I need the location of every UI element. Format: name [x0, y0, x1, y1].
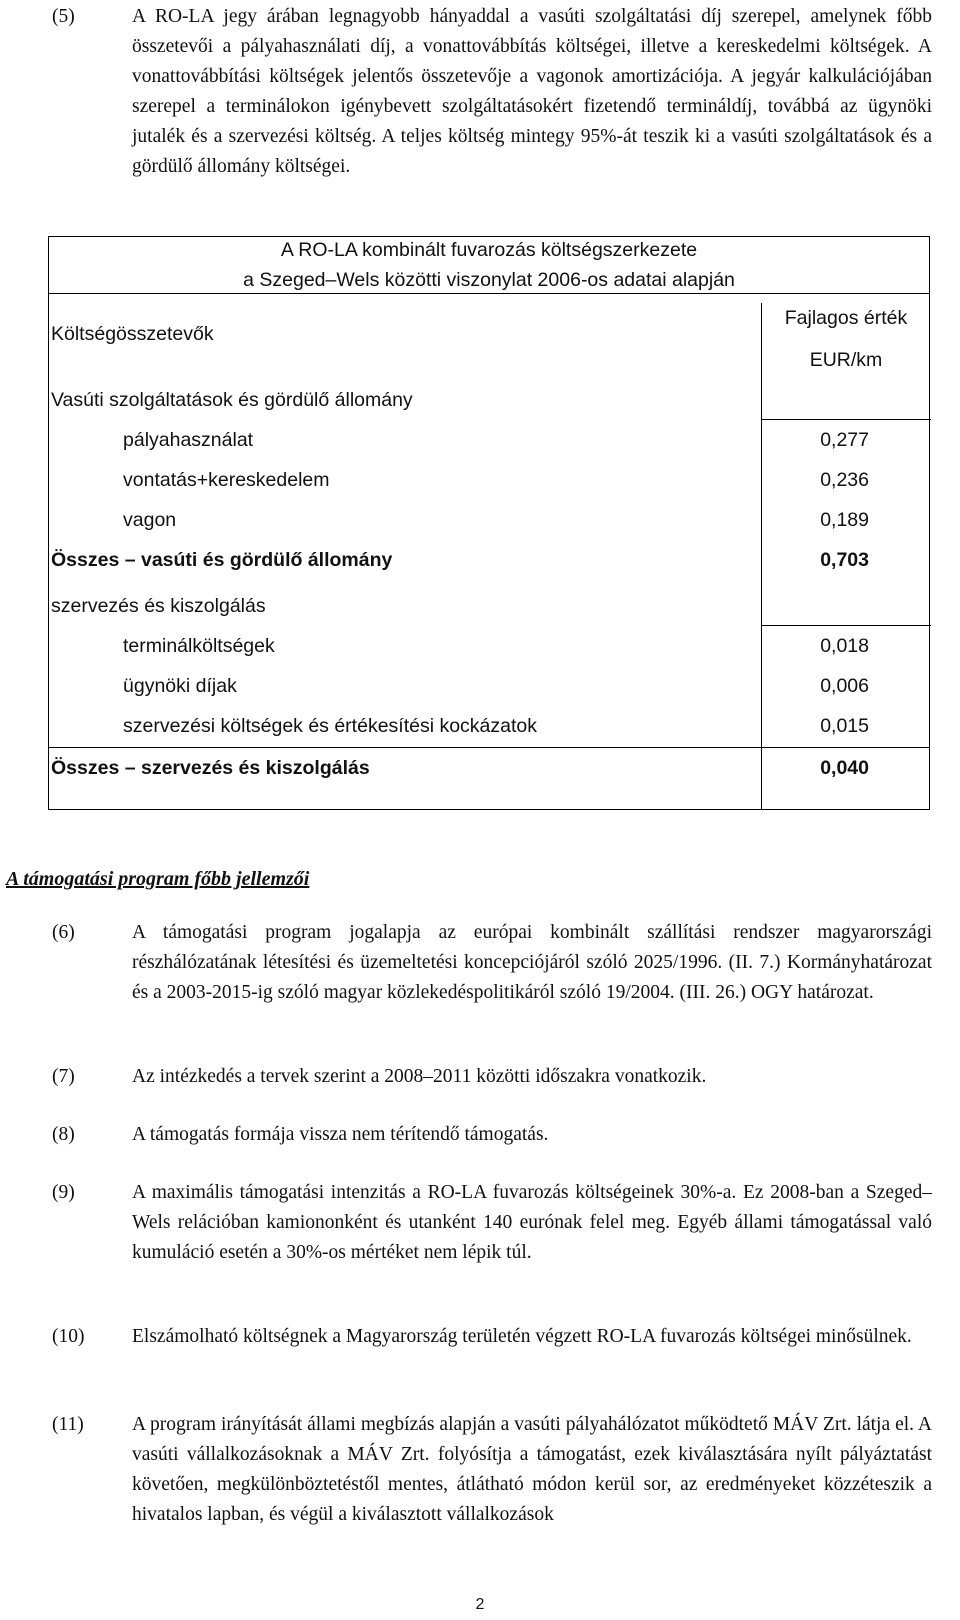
- paragraph-text: A támogatási program jogalapja az európai kombinált szállítási rendszer magyarországi részhálózatának létesítési és üzemeltetési koncepciójáról szóló 2025/1996. (II. 7.) Kormányhatározat és a 2003-2015-ig szóló magyar közlekedéspolitikáról szóló 19/2004. (III. 26.) OGY határozat.: [132, 922, 932, 1003]
- table-row-label: pályahasználat: [123, 429, 254, 451]
- paragraph-11: [52, 1410, 932, 1530]
- table-caption-line1: A RO-LA kombinált fuvarozás költségszerkezete: [280, 239, 698, 261]
- table-caption-line2: a Szeged–Wels közötti viszonylat 2006-os adatai alapján: [243, 269, 735, 291]
- paragraph-number: (9): [52, 1182, 75, 1203]
- cost-structure-table: [48, 236, 930, 810]
- paragraph-number: (5): [52, 6, 75, 27]
- caption-divider: [49, 293, 929, 294]
- page-number: 2: [475, 1596, 485, 1613]
- table-row-label: vagon: [123, 509, 177, 531]
- table-row-value: 0,006: [820, 675, 869, 697]
- paragraph-text: A program irányítását állami megbízás alapján a vasúti pályahálózatot működtető MÁV Zrt. látja el. A vasúti vállalkozásoknak a MÁV Zrt. folyósítja a támogatást, ezek kiválasztására nyílt pályáztatást követően, megkülönböztetéstől mentes, átlátható módon kerül sor, az eredményeket közzéteszik a hivatalos lapban, és végül a kiválasztott vállalkozások: [132, 1414, 932, 1525]
- column-header-value: Fajlagos érték: [784, 307, 908, 329]
- paragraph-text: Elszámolható költségnek a Magyarország területén végzett RO-LA fuvarozás költségei minősülnek.: [132, 1326, 912, 1347]
- column-divider: [761, 303, 762, 809]
- row-divider: [761, 419, 931, 420]
- table-row-label: terminálköltségek: [123, 635, 275, 657]
- section-organization: szervezés és kiszolgálás: [51, 595, 266, 617]
- table-row-label: szervezési költségek és értékesítési kockázatok: [123, 715, 538, 737]
- table-row-label: vontatás+kereskedelem: [123, 469, 330, 491]
- paragraph-number: (6): [52, 922, 75, 943]
- total-organization-label: Összes – szervezés és kiszolgálás: [51, 757, 370, 779]
- table-row-value: 0,236: [820, 469, 869, 491]
- paragraph-number: (10): [52, 1326, 85, 1347]
- total-rail-label: Összes – vasúti és gördülő állomány: [51, 549, 393, 571]
- paragraph-number: (11): [52, 1414, 84, 1435]
- paragraph-number: (7): [52, 1066, 75, 1087]
- paragraph-5: [52, 2, 932, 182]
- table-row-value: 0,015: [820, 715, 869, 737]
- paragraph-text: A támogatás formája vissza nem térítendő támogatás.: [132, 1124, 549, 1145]
- paragraph-text: Az intézkedés a tervek szerint a 2008–2011 közötti időszakra vonatkozik.: [132, 1066, 707, 1087]
- row-divider: [761, 625, 931, 626]
- total-organization-value: 0,040: [820, 757, 869, 779]
- table-row-value: 0,018: [820, 635, 869, 657]
- column-header-components: Költségösszetevők: [51, 323, 214, 345]
- table-row-label: ügynöki díjak: [123, 675, 237, 697]
- total-rail-value: 0,703: [820, 549, 869, 571]
- column-header-unit: EUR/km: [809, 349, 883, 371]
- paragraph-10: [52, 1322, 932, 1352]
- paragraph-text: A RO-LA jegy árában legnagyobb hányaddal a vasúti szolgáltatási díj szerepel, amelynek főbb összetevői a pályahasználati díj, a vonattovábbítás költségei, illetve a kereskedelmi költségek. A vonattovábbítási költségek jelentős összetevője a vagonok amortizációja. A jegyár kalkulációjában szerepel a terminálokon igénybevett szolgáltatásokért fizetendő termináldíj, továbbá az ügynöki jutalék és a szervezési költség. A teljes költség mintegy 95%-át teszik ki a vasúti szolgáltatások és a gördülő állomány költségei.: [132, 6, 932, 177]
- paragraph-text: A maximális támogatási intenzitás a RO-LA fuvarozás költségeinek 30%-a. Ez 2008-ban a Szeged–Wels relációban kamiononként és utanként 140 eurónak felel meg. Egyéb állami támogatással való kumuláció esetén a 30%-os mértéket nem lépik túl.: [132, 1182, 932, 1263]
- row-divider: [49, 747, 929, 748]
- table-row-value: 0,277: [820, 429, 869, 451]
- paragraph-6: [52, 918, 932, 1008]
- paragraph-number: (8): [52, 1124, 75, 1145]
- table-row-value: 0,189: [820, 509, 869, 531]
- paragraph-8: [52, 1120, 932, 1150]
- section-heading: A támogatási program főbb jellemzői: [6, 868, 310, 890]
- paragraph-7: [52, 1062, 932, 1092]
- paragraph-9: [52, 1178, 932, 1268]
- section-rail-services: Vasúti szolgáltatások és gördülő állomány: [51, 389, 413, 411]
